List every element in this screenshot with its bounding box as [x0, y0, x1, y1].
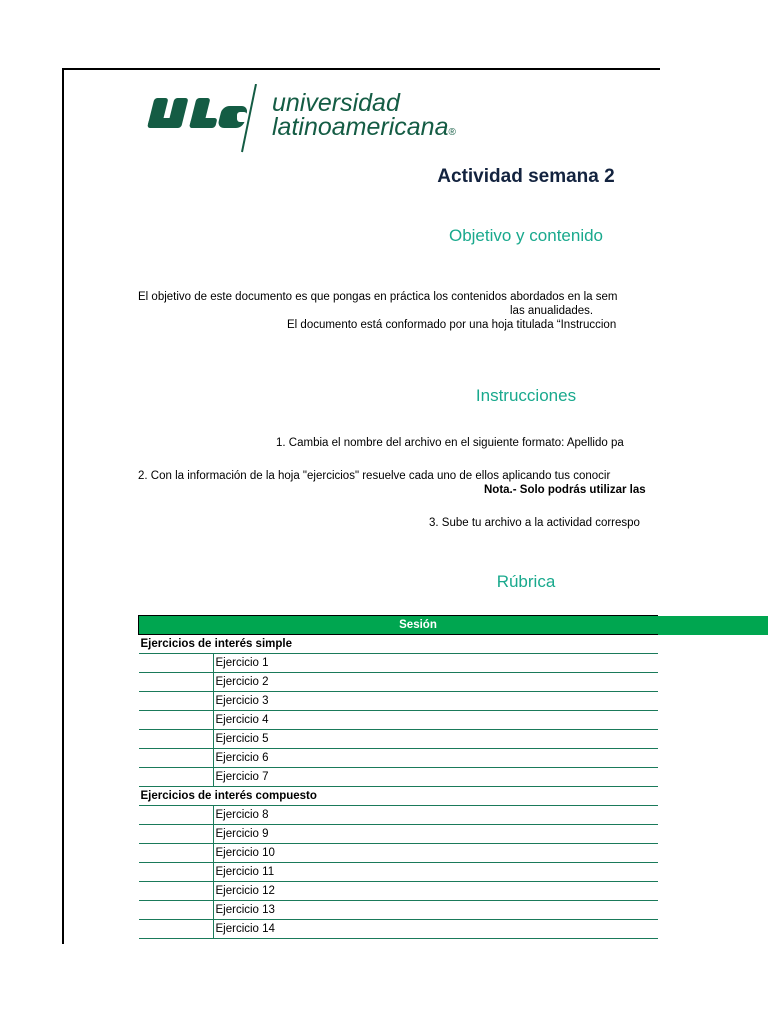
objetivo-line3: El documento está conformado por una hoja titulada “Instruccion	[287, 319, 617, 331]
rubrica-indent-cell	[139, 844, 214, 863]
rubrica-ejercicio-cell: Ejercicio 4	[213, 711, 658, 730]
rubrica-section-title: Ejercicios de interés simple	[139, 635, 659, 654]
rubrica-indent-cell	[139, 920, 214, 939]
document-content	[64, 60, 658, 960]
rubrica-ejercicio-cell: Ejercicio 9	[213, 825, 658, 844]
rubrica-indent-cell	[139, 730, 214, 749]
rubrica-ejercicio-cell: Ejercicio 2	[213, 673, 658, 692]
rubrica-ejercicio-cell: Ejercicio 3	[213, 692, 658, 711]
rubrica-row	[139, 692, 659, 711]
rubrica-row	[139, 825, 659, 844]
rubrica-ejercicio-cell: Ejercicio 5	[213, 730, 658, 749]
rubrica-indent-cell	[139, 711, 214, 730]
instruccion-paso-2: 2. Con la información de la hoja "ejercicios" resuelve cada uno de ellos aplicando tus conocir	[138, 470, 611, 482]
rubrica-ejercicio-cell: Ejercicio 10	[213, 844, 658, 863]
rubrica-indent-cell	[139, 749, 214, 768]
rubrica-row	[139, 749, 659, 768]
rubrica-ejercicio-cell: Ejercicio 7	[213, 768, 658, 787]
rubrica-row	[139, 673, 659, 692]
rubrica-section-row	[139, 787, 659, 806]
logo-line1: universidad	[272, 89, 400, 117]
rubrica-ejercicio-cell: Ejercicio 12	[213, 882, 658, 901]
logo-line2: latinoamericana	[272, 113, 449, 141]
rubrica-row	[139, 844, 659, 863]
rubrica-table	[138, 615, 658, 939]
instruccion-paso-1: 1. Cambia el nombre del archivo en el siguiente formato: Apellido pa	[276, 437, 624, 449]
rubrica-row	[139, 882, 659, 901]
rubrica-ejercicio-cell: Ejercicio 14	[213, 920, 658, 939]
rubrica-row	[139, 768, 659, 787]
rubrica-ejercicio-cell: Ejercicio 8	[213, 806, 658, 825]
rubrica-indent-cell	[139, 882, 214, 901]
registered-mark: ®	[448, 127, 456, 138]
rubrica-ejercicio-cell: Ejercicio 13	[213, 901, 658, 920]
rubrica-col-sesion: Sesión	[139, 616, 659, 635]
rubrica-row	[139, 901, 659, 920]
rubrica-row	[139, 654, 659, 673]
rubrica-section-title: Ejercicios de interés compuesto	[139, 787, 659, 806]
rubrica-row	[139, 730, 659, 749]
instrucciones-heading: Instrucciones	[475, 386, 577, 405]
rubrica-row	[139, 711, 659, 730]
rubrica-indent-cell	[139, 654, 214, 673]
rubrica-indent-cell	[139, 768, 214, 787]
rubrica-ejercicio-cell: Ejercicio 1	[213, 654, 658, 673]
rubrica-indent-cell	[139, 825, 214, 844]
objetivo-heading: Objetivo y contenido	[448, 226, 604, 245]
rubrica-ejercicio-cell: Ejercicio 11	[213, 863, 658, 882]
rubrica-indent-cell	[139, 863, 214, 882]
objetivo-line2: las anualidades.	[510, 305, 594, 317]
rubrica-section-row	[139, 635, 659, 654]
rubrica-indent-cell	[139, 901, 214, 920]
rubrica-ejercicio-cell: Ejercicio 6	[213, 749, 658, 768]
objetivo-line1: El objetivo de este documento es que pongas en práctica los contenidos abordados en la sem	[138, 291, 618, 303]
rubrica-row	[139, 863, 659, 882]
rubrica-indent-cell	[139, 806, 214, 825]
instruccion-paso-3: 3. Sube tu archivo a la actividad correspo	[429, 517, 640, 529]
rubrica-indent-cell	[139, 692, 214, 711]
page-title: Actividad semana 2	[437, 166, 615, 187]
rubrica-row	[139, 806, 659, 825]
header-green-extension	[658, 616, 768, 635]
logo-wordmark	[272, 91, 456, 145]
instruccion-nota: Nota.- Solo podrás utilizar las	[484, 484, 646, 496]
rubrica-indent-cell	[139, 673, 214, 692]
rubrica-row	[139, 920, 659, 939]
rubrica-heading: Rúbrica	[496, 572, 556, 591]
